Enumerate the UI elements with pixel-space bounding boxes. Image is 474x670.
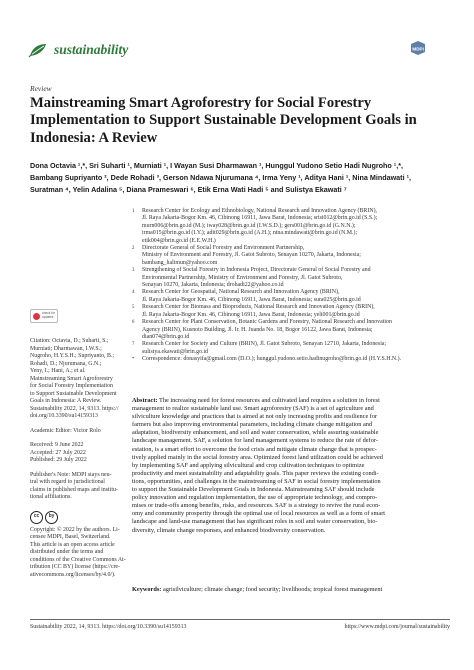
abstract-line: mises or trade-offs among benefits, risks, and resources. SAF is a strategy to revive the rural econ- — [132, 502, 381, 510]
abstract-line: management to realize sustainable land use. Smart agroforestry (SAF) is a set of agriculture and — [132, 405, 374, 413]
affiliation-number: 1 — [132, 209, 135, 214]
published-date: Published: 29 July 2022 — [30, 457, 87, 463]
abstract-line: by implementing SAF and applying silvicultural and crop cultivation techniques to optimize — [132, 461, 365, 469]
affiliation-3 — [132, 267, 450, 289]
copyright-line: conditions of the Creative Commons At- — [30, 556, 126, 563]
abstract-line: omy and community prosperity through the optimal use of local resources as well as a form of smart — [132, 510, 386, 518]
copyright-line: distributed under the terms and — [30, 549, 104, 555]
citation-doi-link[interactable]: doi.org/10.3390/su14159313 — [30, 413, 98, 419]
affiliation-line: Research Center for Ecology and Ethnobiology, National Research and Innovation Agency (BRIN), — [142, 208, 378, 214]
keywords-text: agrisilviculture; climate change; food security; livelihoods; tropical forest management — [161, 586, 383, 593]
affiliation-line: sulistya.ekawati@brin.go.id — [142, 348, 209, 355]
affiliation-number: 7 — [132, 342, 135, 348]
affiliation-line: Jl. Raya Jakarta-Bogor Km. 46, Cibinong 16911, Jawa Barat, Indonesia; sura025@brin.go.id — [142, 296, 361, 303]
affiliation-line: dian074@brin.go.id — [142, 333, 190, 340]
affiliation-line: Jl. Raya Jakarta-Bogor Km. 46, Cibinong 16911, Jawa Barat, Indonesia; yeli001@brin.go.id — [142, 311, 360, 318]
affiliations — [132, 208, 450, 364]
citation-line: to Support Sustainable Development — [30, 390, 117, 397]
citation-line: Goals in Indonesia: A Review. — [30, 398, 102, 404]
abstract-line: estation, is a smart effort to overcome the food crisis and mitigate climate change that is prospec- — [132, 445, 377, 453]
abstract-line: tions, opportunities, and challenges in the mainstreaming of SAF in social forestry implementation — [132, 477, 381, 485]
publisher-note-line: claims in published maps and institu- — [30, 486, 118, 493]
title-line: Implementation to Support Sustainable Development Goals in — [30, 112, 417, 129]
abstract-line: productivity and meet sustainability and adaptability goals. This paper reviews the existing condi- — [132, 469, 379, 477]
affiliation-line: Jl. Raya Jakarta-Bogor Km. 46, Cibinong 16911, Jawa Barat, Indonesia; srisi012@brin.go.id (S.S.); — [142, 215, 378, 222]
footer-divider — [30, 619, 450, 620]
check-updates-dot — [33, 313, 40, 320]
citation-line: Rohadi, D.; Njurumana, G.N.; — [30, 360, 102, 367]
copyright-line: This article is an open access article — [30, 541, 115, 548]
keywords-label: Keywords: — [132, 586, 162, 593]
title-line: Indonesia: A Review — [30, 129, 158, 146]
citation-line: Mainstreaming Smart Agroforestry — [30, 375, 113, 382]
affiliation-line: Senayan 10270, Jakarta, Indonesia; drohadi22@yahoo.co.id — [142, 282, 284, 289]
affiliation-line: Strengthening of Social Forestry in Indonesia Project, Directorate General of Social Forestry and — [142, 267, 371, 274]
affiliation-number: 6 — [132, 320, 135, 326]
check-updates-text: check for — [42, 311, 55, 316]
citation-line: Yeny, I.; Hani, A.; et al. — [30, 368, 86, 374]
citation-line: Murniati; Dharmawan, I.W.S.; — [30, 345, 102, 352]
publisher-note-line: tral with regard to jurisdictional — [30, 479, 105, 485]
citation-line: Sustainability 2022, 14, 9313. https:// — [30, 405, 119, 412]
journal-logo — [28, 42, 128, 58]
article-type: Review — [30, 84, 52, 93]
affiliation-number: 4 — [132, 290, 135, 296]
abstract-line: landscape management. SAF, a solution for land management systems to reduce the rate of defor- — [132, 437, 378, 445]
check-updates-text: updates — [42, 315, 54, 319]
affiliation-line: Research Center for Plant Conservation, Botanic Gardens and Forestry, National Research and Innovation — [142, 319, 392, 326]
sidebar — [30, 338, 126, 579]
affiliation-5 — [132, 304, 450, 319]
mdpi-logo-text: MDPI — [412, 46, 424, 52]
abstract-line: adaptation, biodiversity enhancement, and soil and water conservation, while assuring sustainable — [132, 429, 379, 437]
affiliation-line: Agency (BRIN), Kusnoto Building, Jl. Ir. H. Juanda No. 18, Bogor 16122, Jawa Barat, Indonesia; — [142, 326, 373, 333]
abstract-line: tively applied mainly in the social forestry area. Optimized forest land utilization could be achieved — [132, 453, 383, 461]
received-date: Received: 9 June 2022 — [30, 442, 84, 448]
affiliation-number: 2 — [132, 246, 135, 252]
abstract-line — [132, 397, 450, 405]
paper-title — [30, 95, 450, 147]
leaf-icon — [28, 42, 48, 58]
affiliation-line: murn006@brin.go.id (M.); iway028@brin.go.id (I.W.S.D.); gers001@brin.go.id (G.N.N.); — [142, 222, 356, 229]
abstract-line: policy innovation and regulation implementation, the use of appropriate technology, and compro- — [132, 494, 378, 502]
affiliation-number: 3 — [132, 268, 135, 274]
license-link[interactable]: ativecommons.org/licenses/by/4.0/). — [30, 571, 116, 578]
abstract — [132, 397, 450, 535]
abstract-label: Abstract: — [132, 397, 158, 404]
correspondence-line: Correspondence: donasyifa@gmail.com (D.O.); hunggul.yudono.setio.hadinugroho@brin.go.id (H.Y.S.H.N.). — [142, 356, 402, 363]
citation-line: Nugroho, H.Y.S.H.; Supriyanto, B.; — [30, 353, 115, 359]
abstract-line: to support the Sustainable Development Goals in Indonesia. Mainstreaming SAF should include — [132, 486, 375, 494]
affiliation-line: Ministry of Environment and Forestry, Jl. Gatot Subroto, Senayan 10270, Jakarta, Indonesia; — [142, 252, 361, 259]
title-line: Mainstreaming Smart Agroforestry for Social Forestry — [30, 95, 372, 111]
affiliation-1 — [132, 208, 450, 245]
affiliation-line: etik004@brin.go.id (E.E.W.H.) — [142, 237, 216, 244]
abstract-line: farmers but also improving environmental parameters, including climate change mitigation and — [132, 421, 373, 429]
affiliation-7 — [132, 341, 450, 356]
journal-name: sustainability — [54, 42, 129, 57]
footer-journal-link[interactable]: https://www.mdpi.com/journal/sustainability — [344, 624, 450, 630]
correspondence — [132, 356, 450, 363]
copyright-line: censee MDPI, Basel, Switzerland. — [30, 534, 111, 540]
author-line: Bambang Supriyanto ², Dede Rohadi ³, Gerson Ndawa Njurumana ⁴, Irma Yeny ¹, Aditya Hani ¹, Nina Mindawati ¹, — [30, 172, 411, 182]
academic-editor: Academic Editor: Victor Rolo — [30, 427, 101, 434]
affiliation-line: bambang_halimun@yahoo.com — [142, 259, 218, 266]
keywords — [132, 586, 450, 594]
abstract-line: diversity, climate change responses, and enhanced biodiversity conservation. — [132, 526, 326, 534]
copyright-line: Copyright: © 2022 by the authors. Li- — [30, 526, 120, 533]
affiliation-2 — [132, 245, 450, 267]
abstract-text: The increasing need for forest resources and cultivated land requires a solution in forest — [157, 397, 380, 404]
by-icon: by — [45, 511, 58, 524]
citation-line: Citation: Octavia, D.; Suharti, S.; — [30, 338, 109, 344]
citation-line: for Social Forestry Implementation — [30, 383, 113, 389]
accepted-date: Accepted: 27 July 2022 — [30, 449, 86, 456]
affiliation-line: Research Center for Society and Culture (BRIN), Jl. Gatot Subroto, Senayan 12710, Jakarta, Indonesia; — [142, 341, 387, 348]
publisher-note-line: Publisher's Note: MDPI stays neu- — [30, 471, 112, 478]
cc-by-icon[interactable] — [30, 511, 58, 524]
affiliation-4 — [132, 289, 450, 304]
affiliation-number: * — [132, 357, 135, 363]
footer-citation[interactable]: Sustainability 2022, 14, 9313. https://doi.org/10.3390/su14159313 — [30, 624, 187, 630]
author-line: Dona Octavia ¹,*, Sri Suharti ¹, Murniati ¹, I Wayan Susi Dharmawan ¹, Hunggul Yudono Setio Hadi Nugroho ¹,*, — [30, 161, 403, 170]
check-updates-icon[interactable] — [30, 309, 58, 323]
affiliation-line: Research Center for Biomass and Bioproducts, National Research and Innovation Agency (BRIN), — [142, 304, 375, 311]
abstract-line: silviculture knowledge and practices that is aimed at not only increasing profits and resilience for — [132, 413, 378, 421]
publisher-note-line: tional affiliations. — [30, 494, 72, 500]
cc-icon: cc — [30, 511, 43, 524]
abstract-line: landscape and land-use management that has significant roles in soil and water conservation, bio- — [132, 518, 378, 526]
affiliation-number: 5 — [132, 305, 135, 311]
affiliation-line: Research Center for Geospatial, National Research and Innovation Agency (BRIN), — [142, 289, 340, 296]
affiliation-line: Environmental Partnership, Ministry of Environment and Forestry, Jl. Gatot Subroto, — [142, 274, 343, 281]
author-list — [30, 160, 450, 195]
author-line: Suratman ⁴, Yelin Adalina ⁵, Diana Prameswari ⁶, Etik Erna Wati Hadi ⁵ and Sulistya Ekawati ⁷ — [30, 184, 347, 194]
affiliation-line: irma015@brin.go.id (I.Y.); adit029@brin.go.id (A.H.); nina.mindawati@brin.go.id (N.M.); — [142, 230, 358, 237]
affiliation-6 — [132, 319, 450, 341]
copyright-line: tribution (CC BY) license (https://cre- — [30, 564, 120, 570]
check-updates-label — [42, 312, 55, 319]
citation-block — [30, 338, 122, 421]
mdpi-logo — [408, 40, 446, 64]
affiliation-line: Directorate General of Social Forestry and Environment Partnership, — [142, 245, 305, 252]
